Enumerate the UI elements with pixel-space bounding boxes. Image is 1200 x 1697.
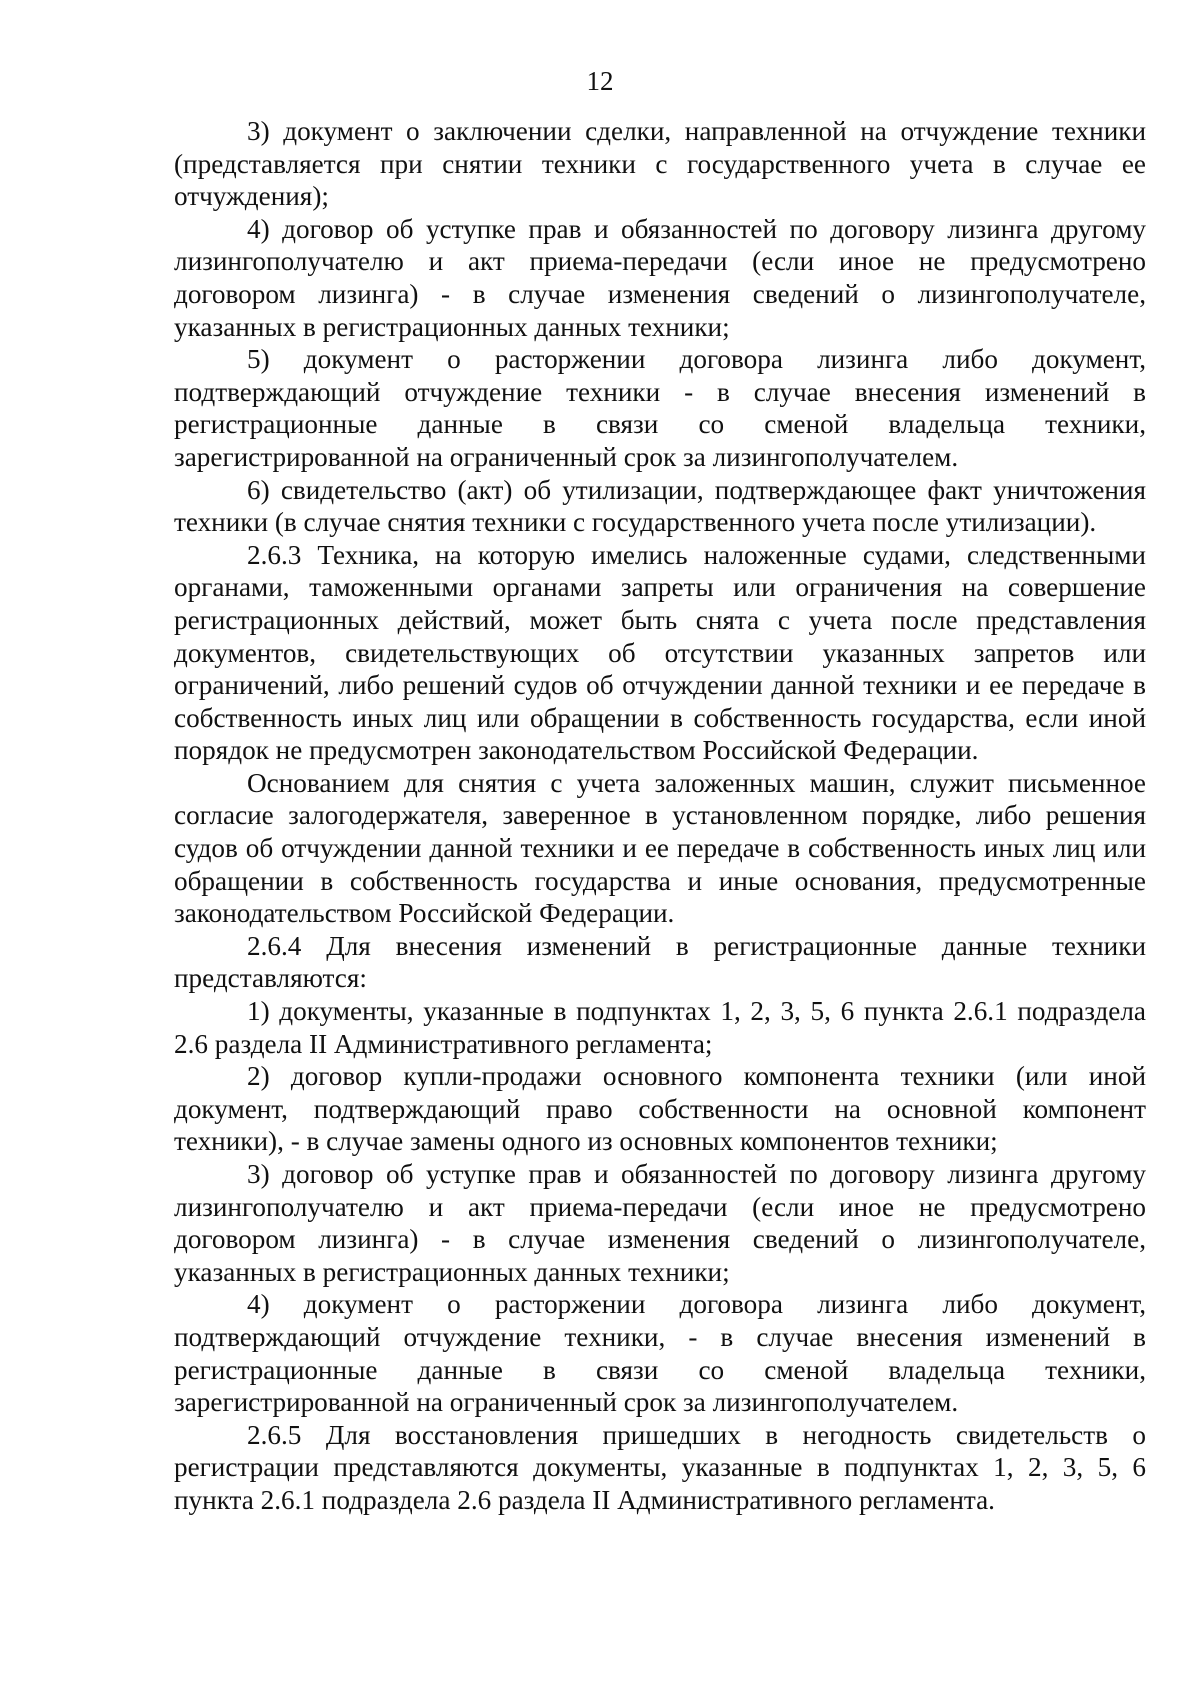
paragraph-2-6-4-registration-changes: 2.6.4 Для внесения изменений в регистрационные данные техники представляются: xyxy=(174,930,1146,994)
paragraph-item-5-leasing-termination: 5) документ о расторжении договора лизинга либо документ, подтверждающий отчуждение техники - в случае внесения изменений в регистрационные данные в связи со сменой владельца техники, зарегистрированной на ограниченный срок за лизингополучателем. xyxy=(174,344,1146,472)
paragraph-2-6-4-item-4: 4) документ о расторжении договора лизинга либо документ, подтверждающий отчуждение техники, - в случае внесения изменений в регистрационные данные в связи со сменой владельца техники, зарегистрированной на ограниченный срок за лизингополучателем. xyxy=(174,1289,1146,1418)
paragraph-item-3-deal-document: 3) документ о заключении сделки, направленной на отчуждение техники (представляется при снятии техники с государственного учета в случае ее отчуждения); xyxy=(174,116,1146,212)
paragraph-2-6-4-item-1: 1) документы, указанные в подпунктах 1, 2, 3, 5, 6 пункта 2.6.1 подраздела 2.6 раздела II Административного регламента; xyxy=(174,996,1146,1059)
page-number: 12 xyxy=(586,66,614,96)
paragraph-item-4-leasing-assignment: 4) договор об уступке прав и обязанностей по договору лизинга другому лизингополучателю и акт приема-передачи (если иное не предусмотрено договором лизинга) - в случае изменения сведений о лизингополучателе, указанных в регистрационных данных техники; xyxy=(174,213,1146,342)
paragraph-2-6-4-item-2: 2) договор купли-продажи основного компонента техники (или иной документ, подтверждающий право собственности на основной компонент техники), - в случае замены одного из основных компонентов техники; xyxy=(174,1061,1146,1157)
paragraph-2-6-4-item-3: 3) договор об уступке прав и обязанностей по договору лизинга другому лизингополучателю и акт приема-передачи (если иное не предусмотрено договором лизинга) - в случае изменения сведений о лизингополучателе, указанных в регистрационных данных техники; xyxy=(174,1159,1146,1287)
paragraph-2-6-5-restoration: 2.6.5 Для восстановления пришедших в негодность свидетельств о регистрации представляются документы, указанные в подпунктах 1, 2, 3, 5, 6 пункта 2.6.1 подраздела 2.6 раздела II Административного регламента. xyxy=(174,1419,1146,1515)
document-body xyxy=(174,115,1146,1517)
paragraph-pledged-machines: Основанием для снятия с учета заложенных машин, служит письменное согласие залогодержателя, заверенное в установленном порядке, либо решения судов об отчуждении данной техники и ее передаче в собственность иных лиц или обращении в собственность государства и иные основания, предусмотренные законодательством Российской Федерации. xyxy=(174,767,1146,929)
paragraph-2-6-3-restrictions: 2.6.3 Техника, на которую имелись наложенные судами, следственными органами, таможенными органами запреты или ограничения на совершение регистрационных действий, может быть снята с учета после представления документов, свидетельствующих об отсутствии указанных запретов или ограничений, либо решений судов об отчуждении данной техники и ее передаче в собственность иных лиц или обращении в собственность государства, если иной порядок не предусмотрен законодательством Российской Федерации. xyxy=(174,539,1146,766)
paragraph-item-6-utilization-certificate: 6) свидетельство (акт) об утилизации, подтверждающее факт уничтожения техники (в случае снятия техники с государственного учета после утилизации). xyxy=(174,474,1146,538)
